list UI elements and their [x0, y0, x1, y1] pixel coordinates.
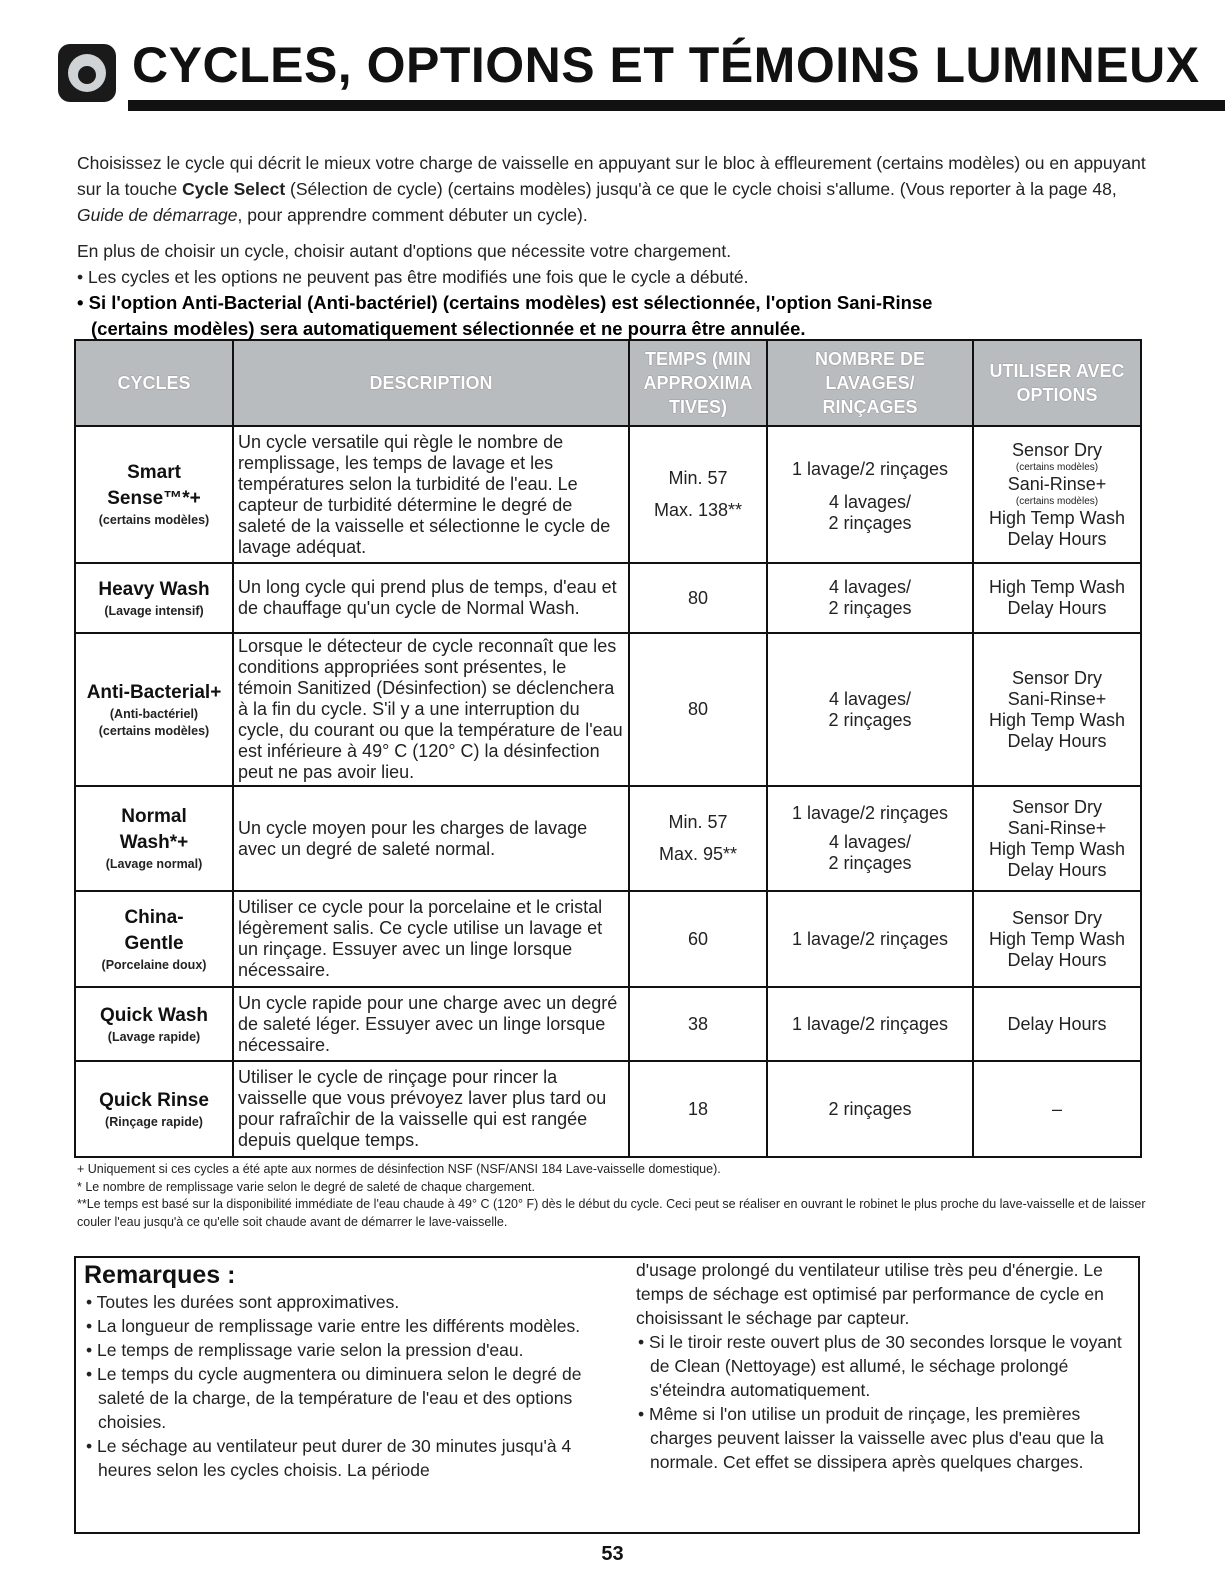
time-cell: 80 — [629, 563, 767, 633]
description-cell: Un cycle moyen pour les charges de lavage avec un degré de saleté normal. — [233, 786, 629, 891]
remarks-title: Remarques : — [84, 1261, 236, 1289]
description-cell: Un long cycle qui prend plus de temps, d'eau et de chauffage qu'un cycle de Normal Wash. — [233, 563, 629, 633]
cycles-logo-icon — [58, 44, 116, 102]
washes-cell: 4 lavages/ 2 rinçages — [767, 563, 973, 633]
col-header-options: UTILISER AVEC OPTIONS — [973, 340, 1141, 426]
cycle-cell: Normal Wash*+ (Lavage normal) — [75, 786, 233, 891]
time-cell: 80 — [629, 633, 767, 786]
col-header-time: TEMPS (MIN APPROXIMA TIVES) — [629, 340, 767, 426]
description-cell: Lorsque le détecteur de cycle reconnaît que les conditions appropriées sont présentes, le témoin Sanitized (Désinfection) se déclenchera à la fin du cycle. S'il y a une interruption du cycle, du courant ou que la température de l'eau est inférieure à 49° C (120° C) la désinfection peut ne pas avoir lieu. — [233, 633, 629, 786]
table-row — [75, 563, 1141, 633]
table-header-row — [75, 340, 1141, 426]
table-row — [75, 891, 1141, 987]
title-underline — [128, 100, 1225, 111]
footnote-double-star: **Le temps est basé sur la disponibilité immédiate de l'eau chaude à 49° C (120° F) dès le début du cycle. Ceci peut se réaliser en ouvrant le robinet le plus proche du lave-vaisselle et de laisser couler l'eau jusqu'à ce qu'elle soit chaude avant de démarrer le lave-vaisselle. — [77, 1197, 1146, 1229]
options-cell: Delay Hours — [973, 987, 1141, 1061]
intro-paragraph: Choisissez le cycle qui décrit le mieux votre charge de vaisselle en appuyant sur le bloc à effleurement (certains modèles) ou en appuyant sur la touche Cycle Select (Sélection de cycle) (certains modèles) jusqu'à ce que le cycle choisi s'allume. (Vous reporter à la page 48, Guide de démarrage, pour apprendre comment débuter un cycle). — [77, 153, 1146, 225]
page-title: CYCLES, OPTIONS ET TÉMOINS LUMINEUX — [132, 37, 1200, 93]
washes-cell: 4 lavages/ 2 rinçages — [767, 633, 973, 786]
col-header-cycles: CYCLES — [75, 340, 233, 426]
table-row — [75, 786, 1141, 891]
intro-warning-bullet-cont: (certains modèles) sera automatiquement sélectionnée et ne pourra être annulée. — [91, 318, 806, 339]
remark-item: • La longueur de remplissage varie entre les différents modèles. — [86, 1316, 581, 1336]
cycle-cell: Quick Wash (Lavage rapide) — [75, 987, 233, 1061]
options-cell: Sensor Dry Sani-Rinse+ High Temp Wash Delay Hours — [973, 786, 1141, 891]
description-cell: Un cycle versatile qui règle le nombre de remplissage, les temps de lavage et les températures selon la turbidité de l'eau. Le capteur de turbidité détermine le degré de saleté de la vaisselle et sélectionne le cycle de lavage adéquat. — [233, 426, 629, 563]
remark-item: • Le temps de remplissage varie selon la pression d'eau. — [86, 1340, 524, 1360]
col-header-washes: NOMBRE DE LAVAGES/ RINÇAGES — [767, 340, 973, 426]
intro-section — [77, 150, 1167, 342]
table-row — [75, 987, 1141, 1061]
remark-item: • Même si l'on utilise un produit de rinçage, les premières charges peuvent laisser la vaisselle avec plus d'eau que la normale. Cet effet se dissipera après quelques charges. — [638, 1404, 1104, 1472]
page-header — [58, 30, 1200, 112]
remark-item: • Toutes les durées sont approximatives. — [86, 1292, 400, 1312]
table-row — [75, 426, 1141, 563]
time-cell: 60 — [629, 891, 767, 987]
cycle-cell: Heavy Wash (Lavage intensif) — [75, 563, 233, 633]
options-cell: Sensor Dry High Temp Wash Delay Hours — [973, 891, 1141, 987]
time-cell: 38 — [629, 987, 767, 1061]
remark-continuation: d'usage prolongé du ventilateur utilise très peu d'énergie. Le temps de séchage est optimisé par performance de cycle en choisissant le séchage par capteur. — [636, 1260, 1104, 1328]
guide-reference: Guide de démarrage — [77, 205, 238, 225]
cycle-cell: China- Gentle (Porcelaine doux) — [75, 891, 233, 987]
cycle-cell: Anti-Bacterial+ (Anti-bactériel) (certains modèles) — [75, 633, 233, 786]
remark-item: • Si le tiroir reste ouvert plus de 30 secondes lorsque le voyant de Clean (Nettoyage) est allumé, le séchage prolongé s'éteindra automatiquement. — [638, 1332, 1122, 1400]
remark-item: • Le séchage au ventilateur peut durer de 30 minutes jusqu'à 4 heures selon les cycles choisis. La période — [86, 1436, 572, 1480]
cycles-table — [74, 339, 1142, 1158]
intro-warning-bullet: • Si l'option Anti-Bacterial (Anti-bactériel) (certains modèles) est sélectionnée, l'option Sani-Rinse — [77, 292, 933, 313]
col-header-description: DESCRIPTION — [233, 340, 629, 426]
remark-item: • Le temps du cycle augmentera ou diminuera selon le degré de saleté de la charge, de la température de l'eau et des options choisies. — [86, 1364, 582, 1432]
options-cell: Sensor Dry Sani-Rinse+ High Temp Wash Delay Hours — [973, 633, 1141, 786]
options-cell: – — [973, 1061, 1141, 1157]
washes-cell: 1 lavage/2 rinçages 4 lavages/ 2 rinçages — [767, 426, 973, 563]
washes-cell: 1 lavage/2 rinçages — [767, 891, 973, 987]
cycle-cell: Quick Rinse (Rinçage rapide) — [75, 1061, 233, 1157]
table-row — [75, 633, 1141, 786]
intro-bullet: • Les cycles et les options ne peuvent pas être modifiés une fois que le cycle a débuté. — [77, 267, 749, 287]
time-cell: Min. 57 Max. 138** — [629, 426, 767, 563]
description-cell: Utiliser le cycle de rinçage pour rincer la vaisselle que vous prévoyez laver plus tard ou pour rafraîchir de la vaisselle qui est rangée depuis quelque temps. — [233, 1061, 629, 1157]
remarks-right-column — [636, 1258, 1136, 1474]
remarks-left-column — [84, 1258, 624, 1482]
footnote-plus: + Uniquement si ces cycles a été apte aux normes de désinfection NSF (NSF/ANSI 184 Lave-vaisselle domestique). — [77, 1162, 721, 1176]
table-row — [75, 1061, 1141, 1157]
footnote-star: * Le nombre de remplissage varie selon le degré de saleté de chaque chargement. — [77, 1179, 535, 1194]
time-cell: 18 — [629, 1061, 767, 1157]
washes-cell: 2 rinçages — [767, 1061, 973, 1157]
options-cell: High Temp Wash Delay Hours — [973, 563, 1141, 633]
cycle-cell: Smart Sense™*+ (certains modèles) — [75, 426, 233, 563]
page-number: 53 — [601, 1543, 624, 1565]
time-cell: Min. 57 Max. 95** — [629, 786, 767, 891]
description-cell: Un cycle rapide pour une charge avec un degré de saleté léger. Essuyer avec un linge lorsque nécessaire. — [233, 987, 629, 1061]
description-cell: Utiliser ce cycle pour la porcelaine et le cristal légèrement salis. Ce cycle utilise un lavage et un rinçage. Essuyer avec un linge lorsque nécessaire. — [233, 891, 629, 987]
footnotes — [77, 1161, 1167, 1231]
washes-cell: 1 lavage/2 rinçages 4 lavages/ 2 rinçages — [767, 786, 973, 891]
remarks-box — [74, 1256, 1140, 1534]
options-cell: Sensor Dry (certains modèles) Sani-Rinse+ (certains modèles) High Temp Wash Delay Hours — [973, 426, 1141, 563]
cycle-select-keyword: Cycle Select — [182, 179, 286, 199]
intro-options-text: En plus de choisir un cycle, choisir autant d'options que nécessite votre chargement. — [77, 241, 732, 261]
washes-cell: 1 lavage/2 rinçages — [767, 987, 973, 1061]
